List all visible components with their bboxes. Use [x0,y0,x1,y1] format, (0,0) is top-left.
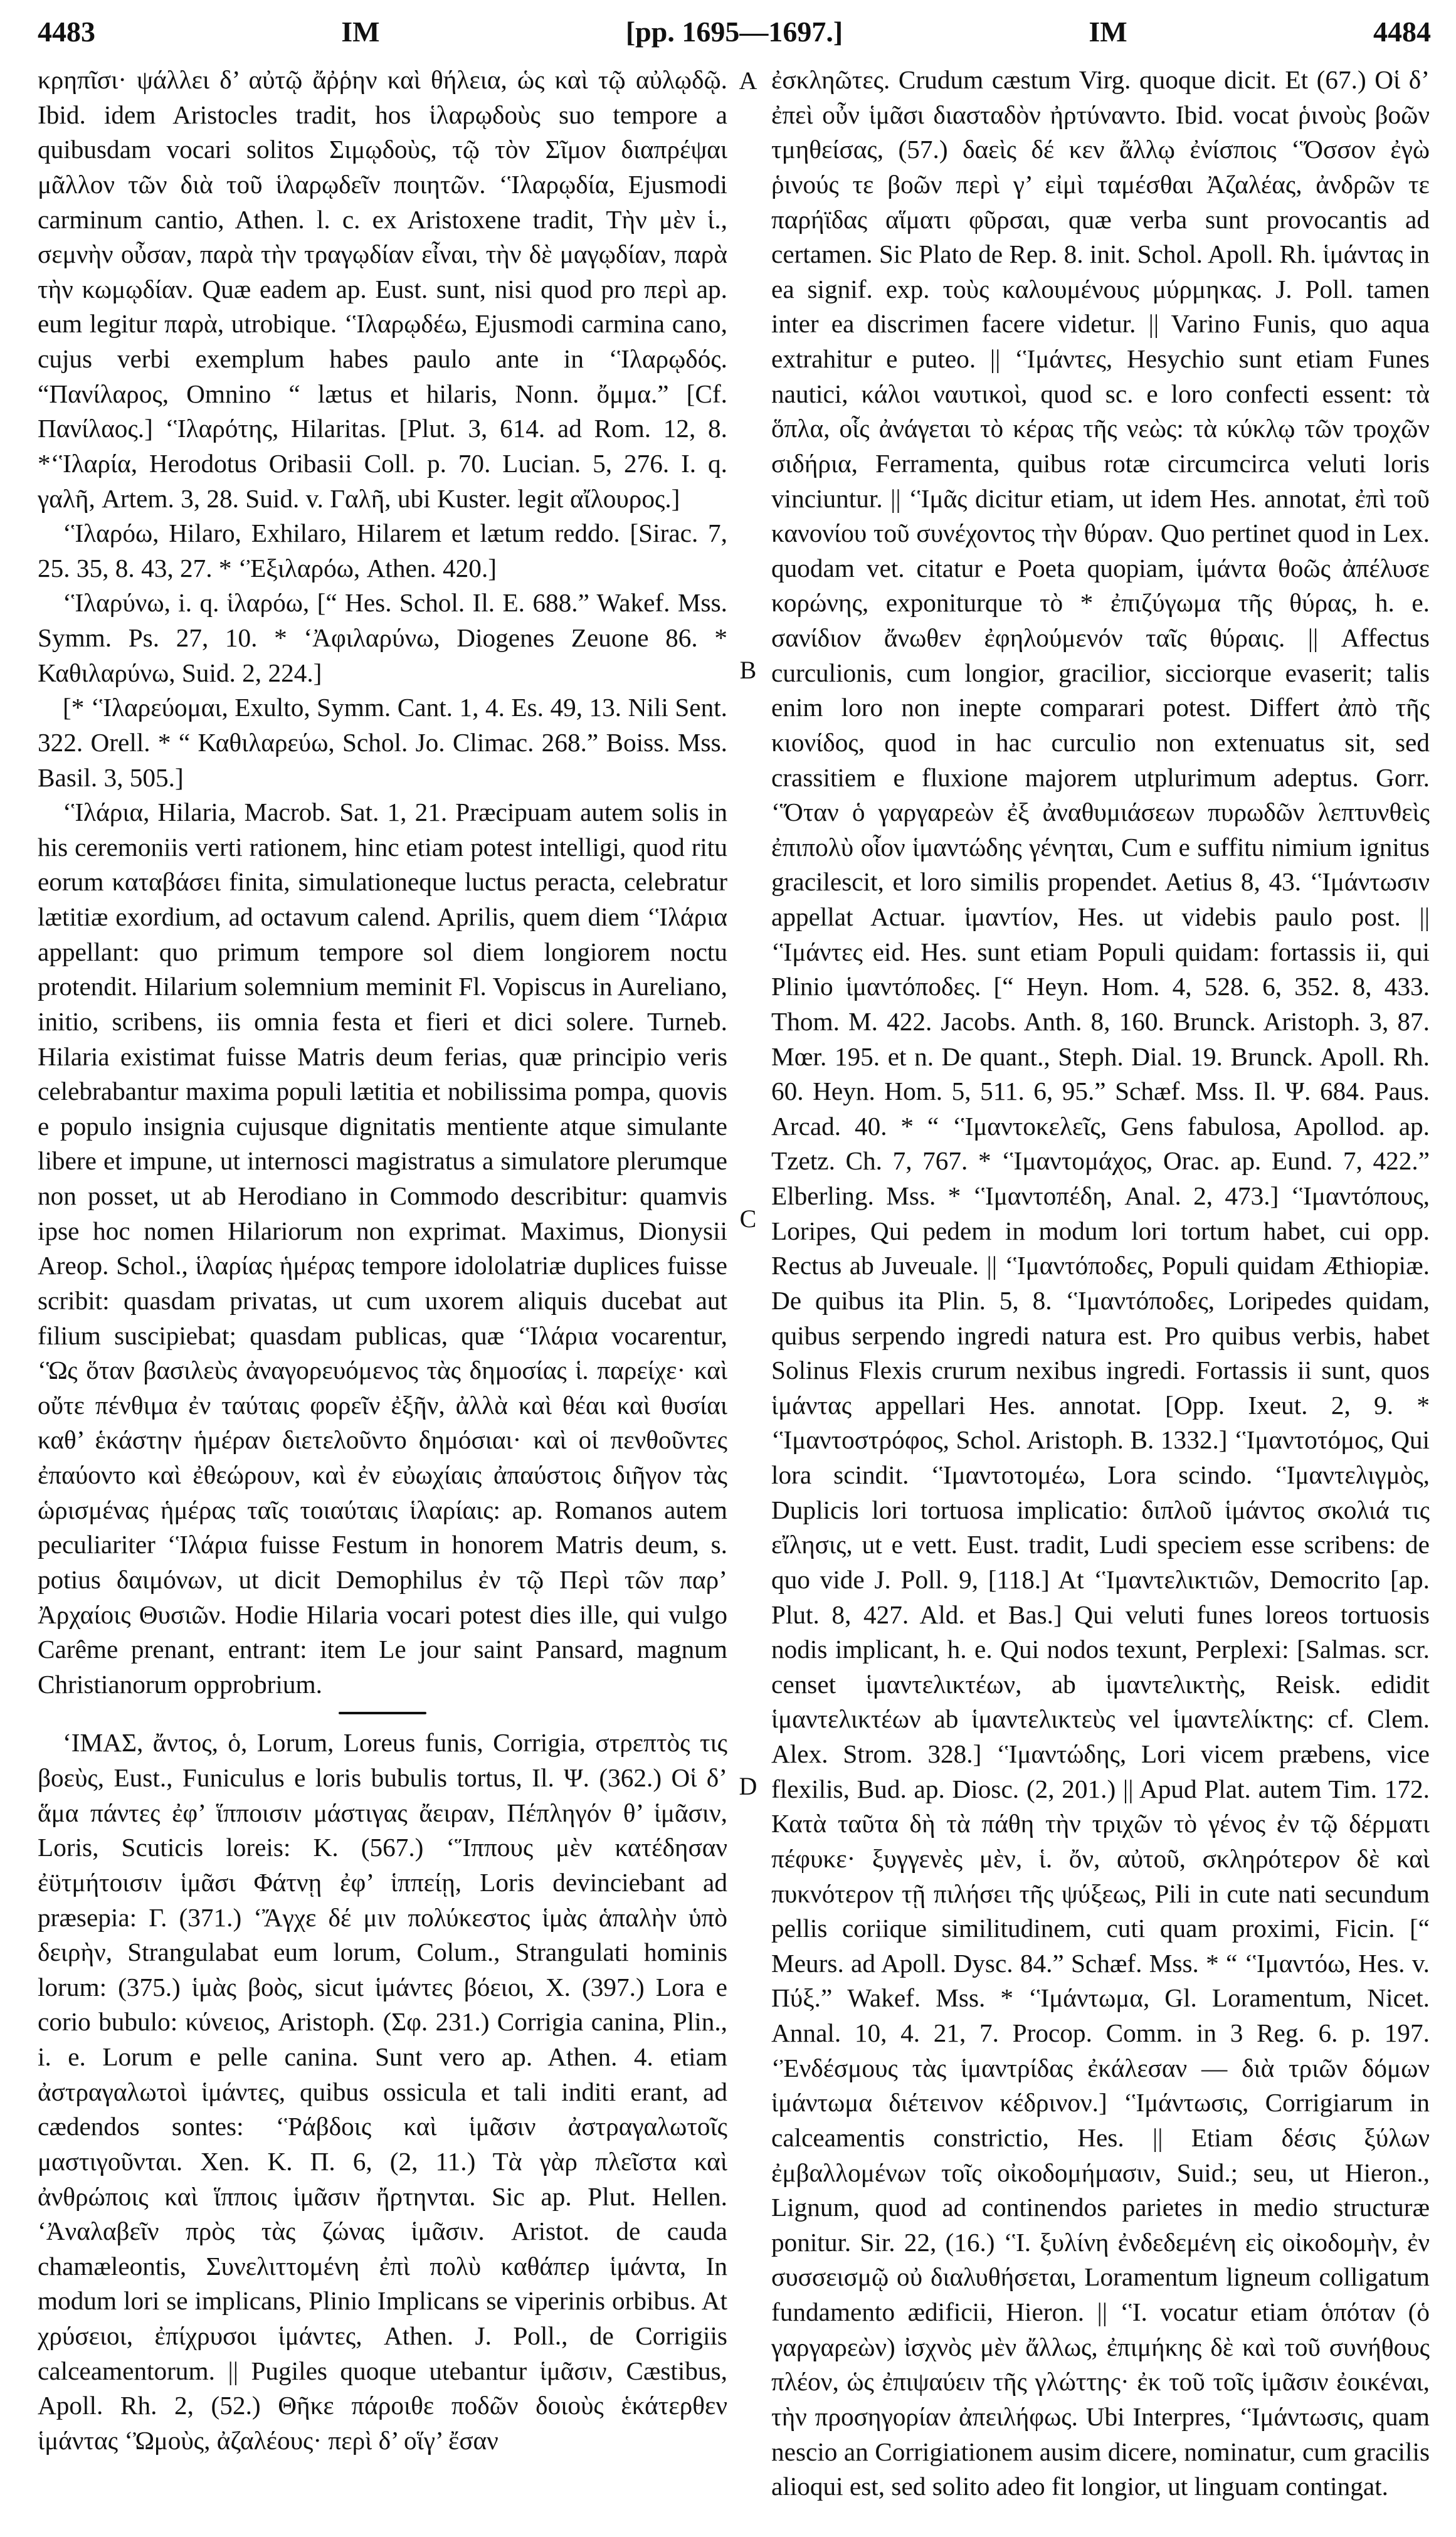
entry-paragraph: [* ‘Ἱλαρεύομαι, Exulto, Symm. Cant. 1, 4. Es. 49, 13. Nili Sent. 322. Orell. * “ Καθιλαρεύω, Schol. Jo. Climac. 268.” Boiss. Mss. Basil. 3, 505.] [38,693,727,792]
margin-letter-c: C [739,1205,757,1233]
margin-letter-d: D [739,1772,757,1800]
margin-letter-a: A [739,66,757,95]
left-running-head: IM [341,15,380,48]
margin-letter-b: B [739,656,757,684]
left-column [38,63,727,2508]
entry-paragraph: ‘Ἱλαρύνω, i. q. ἱλαρόω, [“ Hes. Schol. Il. E. 688.” Wakef. Mss. Symm. Ps. 27, 10. * ‘Ἀφιλαρύνω, Diogenes Zeuone 86. * Καθιλαρύνω, Suid. 2, 224.] [38,588,727,687]
right-column [771,63,1430,2508]
left-page-number: 4483 [38,15,95,48]
page-range: [pp. 1695—1697.] [625,15,843,48]
entry-paragraph: ‘Ἱλάρια, Hilaria, Macrob. Sat. 1, 21. Præcipuam autem solis in his ceremoniis verti rationem, hinc etiam potest intelligi, quod ritu eorum καταβάσει finita, simulationeque luctus peracta, celebratur lætitiæ exordium, ad octavum calend. Aprilis, quem diem ‘Ἱλάρια appellant: quo primum tempore sol diem longiorem noctu protendit. Hilarium solemnium meminit Fl. Vopiscus in Aureliano, initio, scribens, iis omnia festa et fieri et dici solere. Turneb. Hilaria existimat fuisse Matris deum ferias, quæ principio veris celebrabantur maxima populi lætitia et nobilissima pompa, quovis e populo insignia cujusque dignitatis mentiente atque simulante libere et impune, ut internosci magistratus a simulatore plerumque non posset, ut ab Herodiano in Commodo describitur: quamvis ipse hoc nomen Hilariorum non exprimat. Maximus, Dionysii Areop. Schol., ἱλαρίας ἡμέρας tempore idololatriæ duplices fuisse scribit: quasdam privatas, ut cum uxorem aliquis ducebat aut filium suscipiebat; quasdam publicas, quæ ‘Ἱλάρια vocarentur, ‘Ὡς ὅταν βασιλεὺς ἀναγορευόμενος τὰς δημοσίας ἱ. παρείχε· καὶ οὔτε πένθιμα ἐν ταύταις φορεῖν ἐξῆν, ἀλλὰ καὶ θέαι καὶ θυσίαι καθ’ ἑκάστην ἡμέραν διετελοῦντο δημόσιαι· καὶ οἱ πενθοῦντες ἐπαύοντο καὶ ἐθεώρουν, καὶ ἐν εὐωχίαις ἀπαύστοις διῆγον τὰς ὡρισμένας ἡμέρας ταῖς τοιαύταις ἱλαρίαις: ap. Romanos autem peculiariter ‘Ἱλάρια fuisse Festum in honorem Matris deum, s. potius δαιμόνων, ut dicit Demophilus ἐν τῷ Περὶ τῶν παρ’ Ἀρχαίοις Θυσιῶν. Hodie Hilaria vocari potest dies ille, qui vulgo Carême prenant, entrant: item Le jour saint Pansard, magnum Christianorum opprobrium. [38,798,727,1699]
page-header [38,11,1431,51]
entry-paragraph: ἐσκληῶτες. Crudum cæstum Virg. quoque dicit. Et (67.) Οἱ δ’ ἐπεὶ οὖν ἱμᾶσι διασταδὸν ἠρτύναντο. Ibid. vocat ῥινοὺς βοῶν τμηθείσας, (57.) δαεὶς δέ κεν ἄλλῳ ἐνίσποις ‘Ὅσσον ἐγὼ ῥινούς τε βοῶν περὶ γ’ εἰμὶ ταμέσθαι Ἀζαλέας, ἀνδρῶν τε παρήϊδας αἵματι φῦρσαι, quæ verba sunt provocantis ad certamen. Sic Plato de Rep. 8. init. Schol. Apoll. Rh. ἱμάντας in ea signif. exp. τοὺς καλουμένους μύρμηκας. J. Poll. tamen inter ea discrimen facere videtur. || Varino Funis, quo aqua extrahitur e puteo. || ‘Ἱμάντες, Hesychio sunt etiam Funes nautici, κάλοι ναυτικοὶ, quod sc. e loro confecti essent: τὰ ὅπλα, οἷς ἀνάγεται τὸ κέρας τῆς νεὼς: τὰ κύκλῳ τῶν τροχῶν σιδήρια, Ferramenta, quibus rotæ circumcirca veluti loris vinciuntur. || ‘Ἱμᾶς dicitur etiam, ut idem Hes. annotat, ἐπὶ τοῦ κανονίου τοῦ συνέχοντος τὴν θύραν. Quo pertinet quod in Lex. quodam vet. citatur e Poeta quopiam, ἱμάντα θοῶς ἀπέλυσε κορώνης, exponiturque τὸ * ἐπιζύγωμα τῆς θύρας, h. e. σανίδιον ἄνωθεν ἐφηλούμενόν ταῖς θύραις. || Affectus curculionis, cum longior, gracilior, sicciorque evaserit; talis enim loro non inepte comparari potest. Differt ἀπὸ τῆς κιονίδος, quod in hac curculio non extenuatus sit, sed crassitiem e fluxione majorem utplurimum adeptus. Gorr. ‘Ὅταν ὁ γαργαρεὼν ἐξ ἀναθυμιάσεων πυρωδῶν λεπτυνθεὶς ἐπιπολὺ οἷον ἱμαντώδης γένηται, Cum e suffitu nimium ignitus gracilescit, et loro similis propendet. Aetius 8, 43. ‘Ἱμάντωσιν appellat Actuar. ἱμαντίον, Hes. ut videbis paulo post. || ‘Ἱμάντες eid. Hes. sunt etiam Populi quidam: fortassis ii, qui Plinio ἱμαντόποδες. [“ Heyn. Hom. 4, 528. 6, 352. 8, 433. Thom. M. 422. Jacobs. Anth. 8, 160. Brunck. Aristoph. 3, 87. Mœr. 195. et n. De quant., Steph. Dial. 19. Brunck. Apoll. Rh. 60. Heyn. Hom. 5, 511. 6, 95.” Schæf. Mss. Il. Ψ. 684. Paus. Arcad. 40. * “ ‘Ἱμαντοκελεῖς, Gens fabulosa, Apollod. ap. Tzetz. Ch. 7, 767. * ‘Ἱμαντομάχος, Orac. ap. Eund. 7, 422.” Elberling. Mss. * ‘Ἱμαντοπέδη, Anal. 2, 473.] ‘Ἱμαντόπους, Loripes, Qui pedem in modum lori tortum habet, cui opp. Rectus ab Juveuale. || ‘Ἱμαντόποδες, Populi quidam Æthiopiæ. De quibus ita Plin. 5, 8. ‘Ἱμαντόποδες, Loripedes quidam, quibus serpendo ingredi natura est. Pro quibus verbis, habet Solinus Flexis crurum nexibus ingredi. Fortassis ii sunt, quos ἱμάντας appellari Hes. annotat. [Opp. Ixeut. 2, 9. * ‘Ἱμαντοστρόφος, Schol. Aristoph. B. 1332.] ‘Ἱμαντοτόμος, Qui lora scindit. ‘Ἱμαντοτομέω, Lora scindo. ‘Ἱμαντελιγμὸς, Duplicis lori tortuosa implicatio: διπλοῦ ἱμάντος σκολιά τις εἴλησις, ut e vett. Eust. tradit, Ludi speciem esse scribens: de quo vide J. Poll. 9, [118.] At ‘Ἱμαντελικτιῶν, Democrito [ap. Plut. 8, 427. Ald. et Bas.] Qui veluti funes loreos tortuosis nodis implicant, h. e. Qui nodos texunt, Perplexi: [Salmas. scr. censet ἱμαντελικτέων, ab ἱμαντελικτὴς, Reisk. edidit ἱμαντελικτέων ab ἱμαντελικτεὺς vel ἱμαντελίκτης: cf. Clem. Alex. Strom. 328.] ‘Ἱμαντώδης, Lori vicem præbens, vice flexilis, Bud. ap. Diosc. (2, 201.) || Apud Plat. autem Tim. 172. Κατὰ ταῦτα δὴ τὰ πάθη τὴν τριχῶν τὸ γένος ἐν τῷ δέρματι πέφυκε· ξυγγενὲς μὲν, ἱ. ὄν, αὐτοῦ, σκληρότερον δὲ καὶ πυκνότερον τῇ πιλήσει τῆς ψύξεως, Pili in cute nati secundum pellis coriique similitudinem, cuti quam proximi, Ficin. [“ Meurs. ad Apoll. Dysc. 84.” Schæf. Mss. * “ ‘Ἱμαντόω, Hes. v. Πύξ.” Wakef. Mss. * ‘Ἱμάντωμα, Gl. Loramentum, Nicet. Annal. 10, 4. 21, 7. Procop. Comm. in 3 Reg. 6. p. 197. ‘Ἐνδέσμους τὰς ἱμαντρίδας ἐκάλεσαν — διὰ τριῶν δόμων ἱμάντωμα διέτεινον κέδρινον.] ‘Ἱμάντωσις, Corrigiarum in calceamentis constrictio, Hes. || Etiam δέσις ξύλων ἐμβαλλομένων τοῖς οἰκοδομήμασιν, Suid.; seu, ut Hieron., Lignum, quod ad continendos parietes in medio structuræ ponitur. Sir. 22, (16.) ‘Ἱ. ξυλίνη ἐνδεδεμένη εἰς οἰκοδομὴν, ἐν συσσεισμῷ οὐ διαλυθήσεται, Loramentum ligneum colligatum fundamento ædificii, Hieron. || ‘Ἱ. vocatur etiam ὁπόταν (ὁ γαργαρεὼν) ἰσχνὸς μὲν ἄλλως, ἐπιμήκης δὲ καὶ τοῦ συνήθους πλέον, ὡς ἐπιψαύειν τῆς γλώττης· ἐκ τοῦ τοῖς ἱμᾶσιν ἐοικέναι, τὴν προσηγορίαν ἀπειλήφως. Ubi Interpres, ‘Ἱμάντωσις, quam nescio an Corrigiationem ausim dicere, nominatur, cum gracilis alioqui est, sed solito adeo fit longior, ut linguam contingat. [771,65,1430,2501]
entry-paragraph: ‘ΙΜΑΣ, ἄντος, ὁ, Lorum, Loreus funis, Corrigia, στρεπτὸς τις βοεὺς, Eust., Funiculus e loris bubulis tortus, Il. Ψ. (362.) Οἱ δ’ ἅμα πάντες ἐφ’ ἵπποισιν μάστιγας ἄειραν, Πέπληγόν θ’ ἱμᾶσιν, Loris, Scuticis loreis: K. (567.) ‘Ἵππους μὲν κατέδησαν ἐϋτμήτοισιν ἱμᾶσι Φάτνῃ ἐφ’ ἱππείῃ, Loris devinciebant ad præsepia: Γ. (371.) ‘Ἄγχε δέ μιν πολύκεστος ἱμὰς ἁπαλὴν ὑπὸ δειρὴν, Strangulabat eum lorum, Colum., Strangulati hominis lorum: (375.) ἱμὰς βοὸς, sicut ἱμάντες βόειοι, X. (397.) Lora e corio bubulo: κύνειος, Aristoph. (Σφ. 231.) Corrigia canina, Plin., i. e. Lorum e pelle canina. Sunt vero ap. Athen. 4. etiam ἀστραγαλωτοὶ ἱμάντες, quibus ossicula et tali inditi erant, ad cædendos sontes: ‘Ῥάβδοις καὶ ἱμᾶσιν ἀστραγαλωτοῖς μαστιγοῦνται. Xen. K. Π. 6, (2, 11.) Τὰ γὰρ πλεῖστα καὶ ἀνθρώποις καὶ ἵπποις ἱμᾶσιν ἤρτηνται. Sic ap. Plut. Hellen. ‘Ἀναλαβεῖν πρὸς τὰς ζώνας ἱμᾶσιν. Aristot. de cauda chamæleontis, Συνελιττομένη ἐπὶ πολὺ καθάπερ ἱμάντα, In modum lori se implicans, Plinio Implicans se viperinis orbibus. At χρύσειοι, ἐπίχρυσοι ἱμάντες, Athen. J. Poll., de Corrigiis calceamentorum. || Pugiles quoque utebantur ἱμᾶσιν, Cæstibus, Apoll. Rh. 2, (52.) Θῆκε πάροιθε ποδῶν δοιοὺς ἑκάτερθεν ἱμάντας ‘Ὠμοὺς, ἀζαλέους· περὶ δ’ οἵγ’ ἔσαν [38,1728,727,2455]
right-page-number: 4484 [1373,15,1431,48]
right-running-head: IM [1089,15,1127,48]
section-divider [38,1702,727,1726]
entry-paragraph: κρηπῖσι· ψάλλει δ’ αὐτῷ ἄῤῥην καὶ θήλεια, ὡς καὶ τῷ αὐλῳδῷ. Ibid. idem Aristocles tradit, hos ἱλαρῳδοὺς suo tempore a quibusdam vocari solitos Σιμῳδοὺς, τῷ τὸν Σῖμον διαπρέψαι μᾶλλον τῶν διὰ τοῦ ἱλαρῳδεῖν ποιητῶν. ‘Ἱλαρῳδία, Ejusmodi carminum cantio, Athen. l. c. ex Aristoxene tradit, Τὴν μὲν ἱ., σεμνὴν οὖσαν, παρὰ τὴν τραγῳδίαν εἶναι, τὴν δὲ μαγῳδίαν, παρὰ τὴν κωμῳδίαν. Quæ eadem ap. Eust. sunt, nisi quod pro περὶ ap. eum legitur παρὰ, utrobique. ‘Ἱλαρῳδέω, Ejusmodi carmina cano, cujus verbi exemplum habes paulo ante in ‘Ἱλαρῳδός. “Πανίλαρος, Omnino “ lætus et hilaris, Nonn. ὄμμα.” [Cf. Πανίλαος.] ‘Ἱλαρότης, Hilaritas. [Plut. 3, 614. ad Rom. 12, 8. *‘Ἱλαρία, Herodotus Oribasii Coll. p. 70. Lucian. 5, 276. I. q. γαλῆ, Artem. 3, 28. Suid. v. Γαλῆ, ubi Kuster. legit αἴλουρος.] [38,65,727,513]
entry-paragraph: ‘Ἱλαρόω, Hilaro, Exhilaro, Hilarem et lætum reddo. [Sirac. 7, 25. 35, 8. 43, 27. * ‘Ἐξιλαρόω, Athen. 420.] [38,519,727,583]
